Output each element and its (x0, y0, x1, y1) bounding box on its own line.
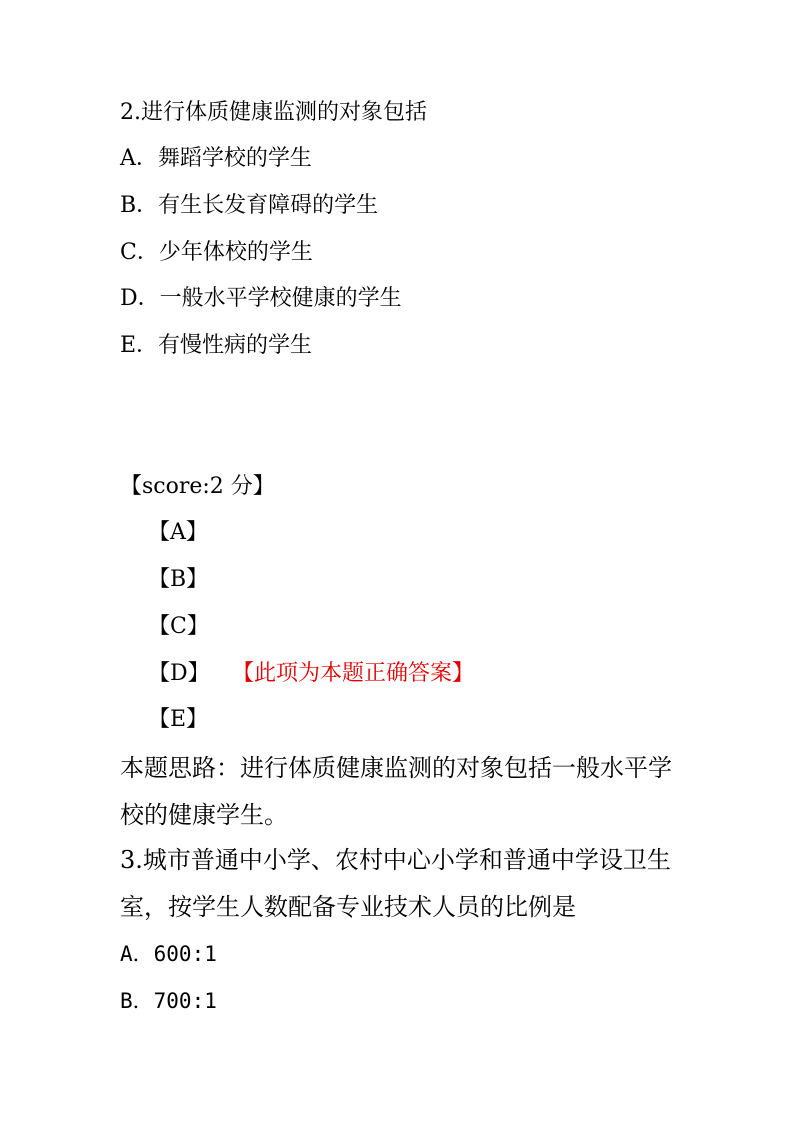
explanation-paragraph: 本题思路：进行体质健康监测的对象包括一般水平学校的健康学生。 (120, 754, 672, 829)
question-3-option-a: A．600:1 (120, 942, 217, 966)
question-2-option-d: D．一般水平学校健康的学生 (120, 286, 402, 311)
question-2-option-c: C．少年体校的学生 (120, 240, 313, 265)
correct-answer-note: 【此项为本题正确答案】 (232, 661, 475, 686)
answer-d: 【D】 (148, 661, 210, 686)
answer-e: 【E】 (148, 707, 209, 732)
question-2-option-b: B．有生长发育障碍的学生 (120, 193, 379, 218)
question-2-option-e: E．有慢性病的学生 (120, 333, 313, 358)
answer-a: 【A】 (148, 520, 208, 545)
question-3-option-b: B．700:1 (120, 989, 217, 1013)
question-3-stem: 3.城市普通中小学、农村中心小学和普通中学设卫生室，按学生人数配备专业技术人员的比例是 (120, 846, 671, 921)
question-2-stem: 2.进行体质健康监测的对象包括 (120, 100, 427, 125)
score-label: 【score:2 分】 (120, 474, 275, 499)
answer-c: 【C】 (148, 614, 209, 639)
answer-b: 【B】 (148, 567, 209, 592)
question-2-option-a: A．舞蹈学校的学生 (120, 146, 312, 171)
